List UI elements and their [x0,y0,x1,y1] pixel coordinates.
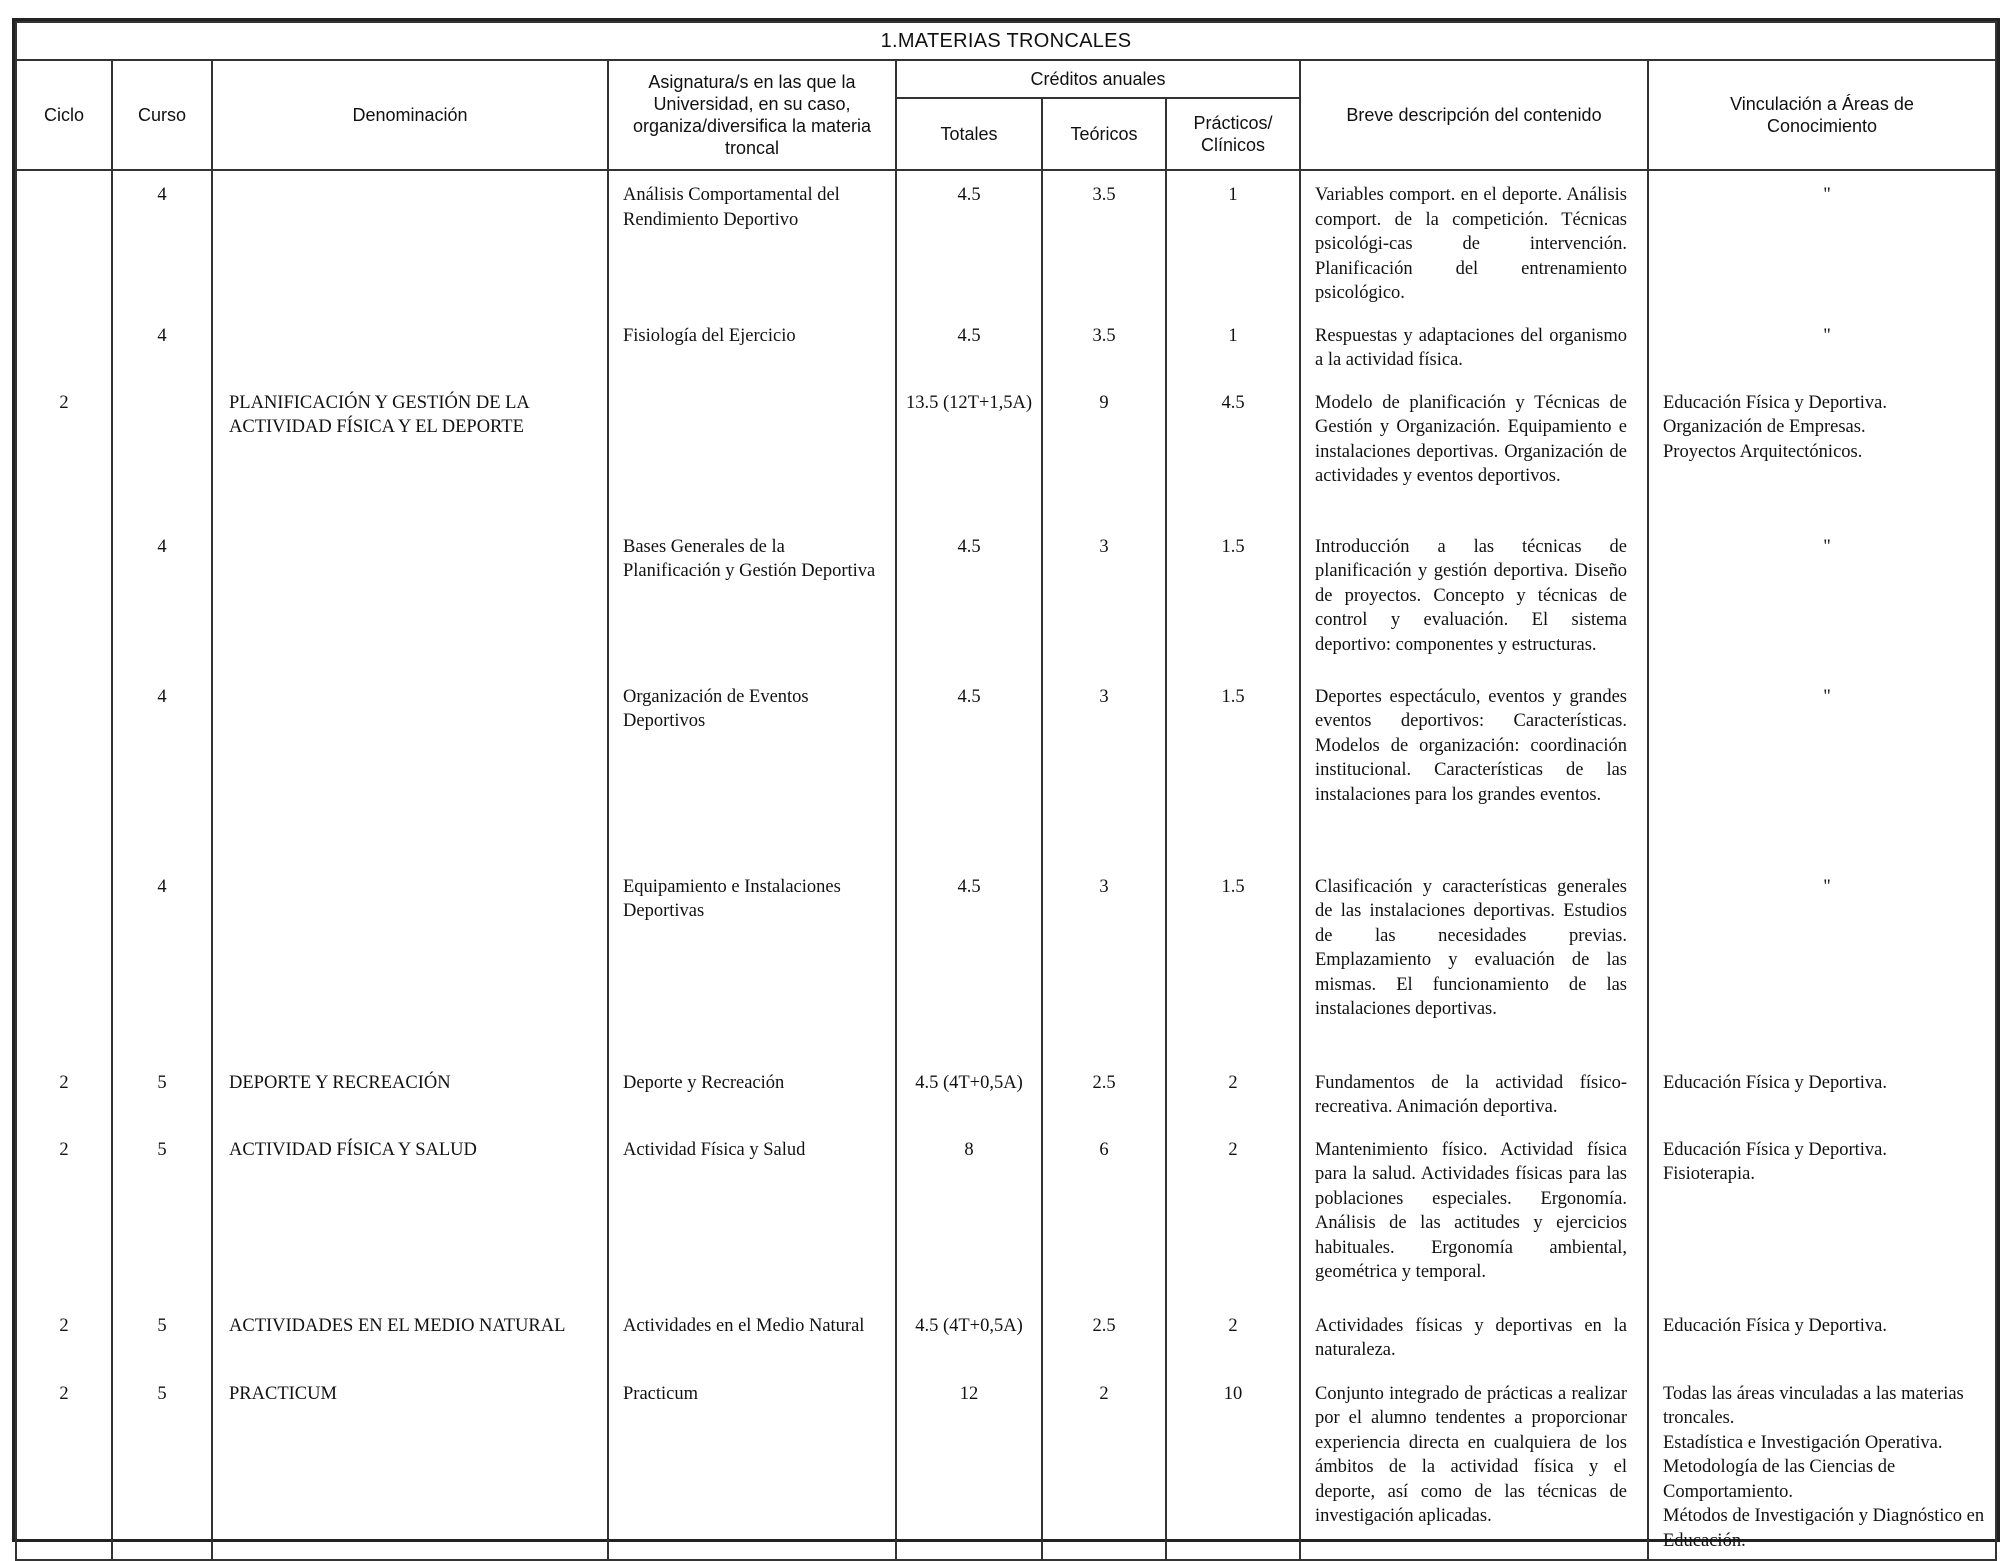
totales-cell: 4.5 (4T+0,5A) [896,1059,1042,1126]
asignatura-cell [608,379,896,523]
area-item: Educación Física y Deportiva. [1663,1315,1887,1336]
header-teoricos: Teóricos [1042,98,1166,170]
asignatura-cell: Fisiología del Ejercicio [608,312,896,379]
curso-cell: 5 [112,1302,212,1370]
ciclo-cell: 2 [16,1370,112,1561]
teoricos-cell: 2.5 [1042,1059,1166,1126]
descripcion-cell: Introducción a las técnicas de planificación y gestión deportiva. Diseño de proyectos. Concepto y técnicas de control y evaluación. El sistema deportivo: componentes y estructuras. [1300,523,1648,673]
totales-cell: 13.5 (12T+1,5A) [896,379,1042,523]
teoricos-cell: 6 [1042,1126,1166,1302]
descripcion-cell: Respuestas y adaptaciones del organismo a la actividad física. [1300,312,1648,379]
teoricos-cell: 3 [1042,673,1166,863]
asignatura-cell: Bases Generales de la Planificación y Gestión Deportiva [608,523,896,673]
table-row [16,673,1996,863]
totales-cell: 4.5 (4T+0,5A) [896,1302,1042,1370]
ciclo-cell: 2 [16,1059,112,1126]
ciclo-cell [16,863,112,1059]
descripcion-cell: Conjunto integrado de prácticas a realizar por el alumno tendentes a proporcionar experiencia directa en cualquiera de los ámbitos de la actividad física y el deporte, así como de las técnicas de investigación aplicadas. [1300,1370,1648,1561]
totales-cell: 4.5 [896,170,1042,312]
practicos-cell: 2 [1166,1126,1300,1302]
header-creditos: Créditos anuales [896,60,1300,98]
denominacion-cell: PLANIFICACIÓN Y GESTIÓN DE LA ACTIVIDAD FÍSICA Y EL DEPORTE [212,379,608,523]
practicos-cell: 1.5 [1166,523,1300,673]
ciclo-cell [16,523,112,673]
header-denominacion: Denominación [212,60,608,170]
header-totales: Totales [896,98,1042,170]
totales-cell: 4.5 [896,673,1042,863]
curso-cell [112,379,212,523]
practicos-cell: 2 [1166,1059,1300,1126]
header-asignaturas: Asignatura/s en las que la Universidad, en su caso, organiza/diversifica la materia troncal [608,60,896,170]
table-title: 1.MATERIAS TRONCALES [16,22,1996,60]
table-row [16,1370,1996,1561]
table-row [16,1302,1996,1370]
practicos-cell: 1 [1166,170,1300,312]
table-row [16,1126,1996,1302]
curso-cell: 5 [112,1059,212,1126]
practicos-cell: 2 [1166,1302,1300,1370]
table-row [16,379,1996,523]
teoricos-cell: 3 [1042,523,1166,673]
descripcion-cell: Clasificación y características generales de las instalaciones deportivas. Estudios de las necesidades previas. Emplazamiento y evaluación de las mismas. El funcionamiento de las instalaciones deportivas. [1300,863,1648,1059]
denominacion-cell: PRACTICUM [212,1370,608,1561]
descripcion-cell: Fundamentos de la actividad físico-recreativa. Animación deportiva. [1300,1059,1648,1126]
header-practicos: Prácticos/ Clínicos [1166,98,1300,170]
vinculacion-cell [1648,312,1996,379]
totales-cell: 8 [896,1126,1042,1302]
area-item: Metodología de las Ciencias de Comportamiento. [1663,1457,1896,1502]
area-item: " [1823,876,1831,897]
curso-cell: 5 [112,1370,212,1561]
table-row [16,170,1996,312]
vinculacion-cell [1648,523,1996,673]
totales-cell: 4.5 [896,863,1042,1059]
vinculacion-cell [1648,863,1996,1059]
area-item: Todas las áreas vinculadas a las materias troncales. [1663,1383,1964,1428]
descripcion-cell: Mantenimiento físico. Actividad física para la salud. Actividades físicas para las poblaciones especiales. Ergonomía. Análisis de las actitudes y ejercicios habituales. Ergonomía ambiental, geométrica y temporal. [1300,1126,1648,1302]
vinculacion-cell [1648,673,1996,863]
area-item: Fisioterapia. [1663,1164,1755,1184]
asignatura-cell: Practicum [608,1370,896,1561]
table-row [16,1059,1996,1126]
descripcion-cell: Actividades físicas y deportivas en la naturaleza. [1300,1302,1648,1370]
descripcion-cell: Deportes espectáculo, eventos y grandes eventos deportivos: Características. Modelos de organización: coordinación institucional. Características de las instalaciones para los grandes eventos. [1300,673,1648,863]
ciclo-cell [16,170,112,312]
teoricos-cell: 2 [1042,1370,1166,1561]
curso-cell: 4 [112,863,212,1059]
header-descripcion: Breve descripción del contenido [1300,60,1648,170]
curso-cell: 4 [112,312,212,379]
area-item: " [1823,325,1831,346]
table-row [16,523,1996,673]
totales-cell: 4.5 [896,523,1042,673]
practicos-cell: 10 [1166,1370,1300,1561]
asignatura-cell: Equipamiento e Instalaciones Deportivas [608,863,896,1059]
area-item: Estadística e Investigación Operativa. [1663,1432,1943,1453]
area-item: Educación Física y Deportiva. [1663,392,1887,413]
denominacion-cell [212,170,608,312]
area-item: " [1823,536,1831,557]
curso-cell: 4 [112,673,212,863]
denominacion-cell [212,673,608,863]
area-item: Educación Física y Deportiva. [1663,1139,1887,1160]
area-item: Proyectos Arquitectónicos. [1663,441,1863,462]
curso-cell: 5 [112,1126,212,1302]
table-row [16,312,1996,379]
denominacion-cell [212,523,608,673]
teoricos-cell: 9 [1042,379,1166,523]
ciclo-cell [16,673,112,863]
curso-cell: 4 [112,170,212,312]
denominacion-cell [212,863,608,1059]
asignatura-cell: Actividades en el Medio Natural [608,1302,896,1370]
vinculacion-cell [1648,379,1996,523]
practicos-cell: 4.5 [1166,379,1300,523]
ciclo-cell: 2 [16,1302,112,1370]
denominacion-cell [212,312,608,379]
document-page [12,18,2000,1551]
area-item: " [1823,185,1831,205]
practicos-cell: 1.5 [1166,863,1300,1059]
ciclo-cell [16,312,112,379]
denominacion-cell: DEPORTE Y RECREACIÓN [212,1059,608,1126]
vinculacion-cell [1648,1126,1996,1302]
teoricos-cell: 3.5 [1042,312,1166,379]
header-vinculacion: Vinculación a Áreas de Conocimiento [1648,60,1996,170]
area-item: Educación Física y Deportiva. [1663,1072,1887,1093]
asignatura-cell: Actividad Física y Salud [608,1126,896,1302]
totales-cell: 4.5 [896,312,1042,379]
vinculacion-cell [1648,170,1996,312]
vinculacion-cell [1648,1302,1996,1370]
table-body [16,170,1996,1560]
practicos-cell: 1.5 [1166,673,1300,863]
descripcion-cell: Variables comport. en el deporte. Análisis comport. de la competición. Técnicas psicológi-cas de intervención. Planificación del entrenamiento psicológico. [1300,170,1648,312]
teoricos-cell: 3.5 [1042,170,1166,312]
practicos-cell: 1 [1166,312,1300,379]
asignatura-cell: Deporte y Recreación [608,1059,896,1126]
area-item: " [1823,686,1831,707]
vinculacion-cell [1648,1059,1996,1126]
curso-cell: 4 [112,523,212,673]
vinculacion-cell [1648,1370,1996,1561]
denominacion-cell: ACTIVIDAD FÍSICA Y SALUD [212,1126,608,1302]
table-row [16,863,1996,1059]
totales-cell: 12 [896,1370,1042,1561]
materias-table [15,21,1997,1561]
asignatura-cell: Organización de Eventos Deportivos [608,673,896,863]
ciclo-cell: 2 [16,1126,112,1302]
header-ciclo: Ciclo [16,60,112,170]
ciclo-cell: 2 [16,379,112,523]
header-curso: Curso [112,60,212,170]
descripcion-cell: Modelo de planificación y Técnicas de Gestión y Organización. Equipamiento e instalaciones deportivas. Organización de actividades y eventos deportivos. [1300,379,1648,523]
area-item: Métodos de Investigación y Diagnóstico en Educación. [1663,1506,1985,1551]
denominacion-cell: ACTIVIDADES EN EL MEDIO NATURAL [212,1302,608,1370]
area-item: Organización de Empresas. [1663,417,1866,437]
teoricos-cell: 3 [1042,863,1166,1059]
teoricos-cell: 2.5 [1042,1302,1166,1370]
asignatura-cell: Análisis Comportamental del Rendimiento Deportivo [608,170,896,312]
